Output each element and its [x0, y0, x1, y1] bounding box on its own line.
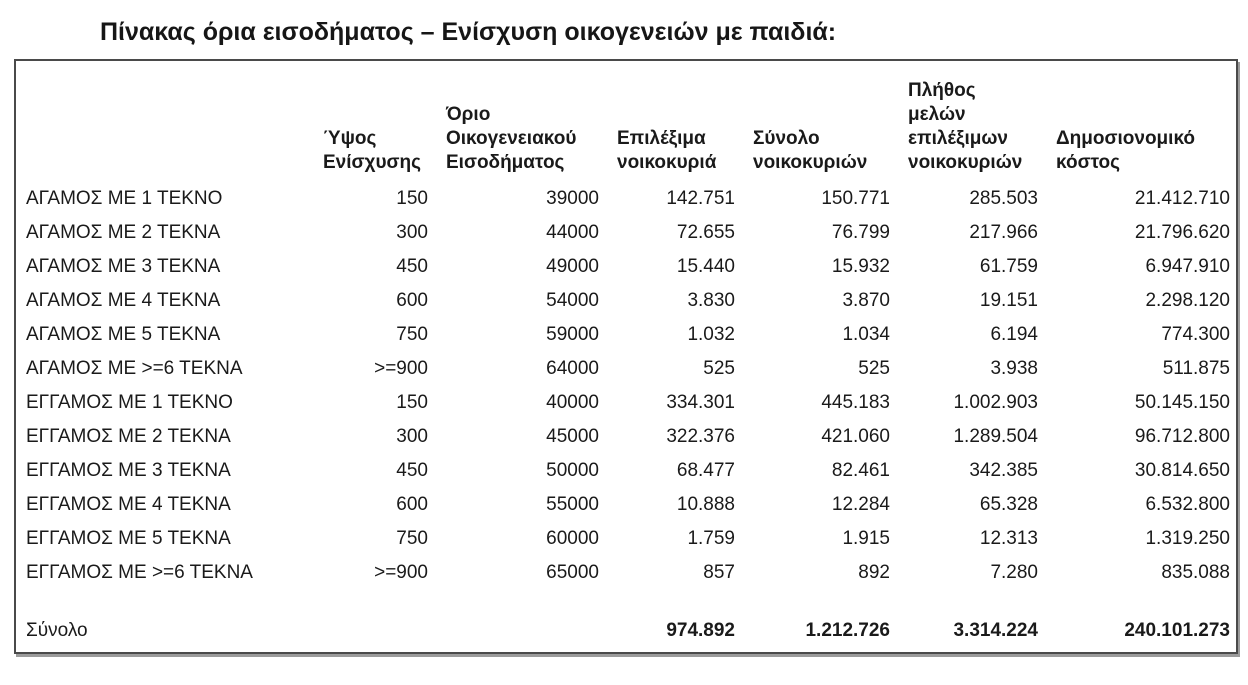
table-row: [16, 182, 1236, 216]
value-cell: >=900: [374, 358, 428, 379]
value-cell: 892: [858, 562, 890, 583]
income-limits-table: [16, 61, 1236, 652]
value-cell: 750: [396, 528, 428, 549]
value-cell: 600: [396, 494, 428, 515]
header-eligible-households: Επιλέξιμα νοικοκυριά: [617, 128, 717, 173]
value-cell: 857: [703, 562, 735, 583]
row-label: ΕΓΓΑΜΟΣ ΜΕ 1 ΤΕΚΝΟ: [26, 392, 233, 413]
header-family-income-limit: Όριο Οικογενειακού Εισοδήματος: [446, 104, 577, 173]
value-cell: 525: [703, 358, 735, 379]
total-total-households: 1.212.726: [805, 620, 890, 641]
value-cell: 30.814.650: [1134, 460, 1230, 481]
value-cell: 1.002.903: [953, 392, 1038, 413]
value-cell: 7.280: [990, 562, 1038, 583]
table-row: [16, 250, 1236, 284]
value-cell: 21.796.620: [1134, 222, 1230, 243]
income-table-container: [14, 59, 1238, 654]
value-cell: 6.194: [990, 324, 1038, 345]
header-aid-amount: Ύψος Ενίσχυσης: [323, 128, 421, 173]
total-row: [16, 590, 1236, 652]
total-aid-amount: [305, 590, 428, 652]
table-row: [16, 454, 1236, 488]
page-title: Πίνακας όρια εισοδήματος – Ενίσχυση οικογενειών με παιδιά:: [100, 18, 837, 46]
value-cell: 835.088: [1161, 562, 1230, 583]
value-cell: 68.477: [676, 460, 735, 481]
value-cell: 40000: [546, 392, 599, 413]
value-cell: 1.915: [842, 528, 890, 549]
total-label: Σύνολο: [26, 620, 88, 641]
value-cell: 10.888: [676, 494, 735, 515]
value-cell: 82.461: [831, 460, 890, 481]
value-cell: 65000: [546, 562, 599, 583]
row-label: ΑΓΑΜΟΣ ΜΕ 1 ΤΕΚΝΟ: [26, 188, 223, 209]
value-cell: 15.440: [676, 256, 735, 277]
value-cell: 64000: [546, 358, 599, 379]
value-cell: 150.771: [821, 188, 890, 209]
row-label: ΕΓΓΑΜΟΣ ΜΕ 4 ΤΕΚΝΑ: [26, 494, 231, 515]
value-cell: 12.313: [979, 528, 1038, 549]
value-cell: 1.759: [687, 528, 735, 549]
value-cell: 49000: [546, 256, 599, 277]
table-row: [16, 352, 1236, 386]
total-eligible-household-members: 3.314.224: [953, 620, 1038, 641]
table-row: [16, 522, 1236, 556]
value-cell: 1.289.504: [953, 426, 1038, 447]
value-cell: 142.751: [666, 188, 735, 209]
row-label: ΕΓΓΑΜΟΣ ΜΕ 5 ΤΕΚΝΑ: [26, 528, 231, 549]
table-body: [16, 182, 1236, 590]
header-row: [16, 61, 1236, 182]
row-label: ΑΓΑΜΟΣ ΜΕ >=6 ΤΕΚΝΑ: [26, 358, 243, 379]
total-family-income-limit: [428, 590, 599, 652]
header-eligible-household-members: Πλήθος μελών επιλέξιμων νοικοκυριών: [908, 80, 1023, 173]
value-cell: 450: [396, 460, 428, 481]
value-cell: 50000: [546, 460, 599, 481]
value-cell: 45000: [546, 426, 599, 447]
value-cell: 1.034: [842, 324, 890, 345]
row-label: ΕΓΓΑΜΟΣ ΜΕ 3 ΤΕΚΝΑ: [26, 460, 231, 481]
value-cell: 50.145.150: [1134, 392, 1230, 413]
value-cell: 1.319.250: [1145, 528, 1230, 549]
value-cell: 3.830: [687, 290, 735, 311]
value-cell: >=900: [374, 562, 428, 583]
value-cell: 450: [396, 256, 428, 277]
header-fiscal-cost: Δημοσιονομικό κόστος: [1056, 128, 1196, 173]
value-cell: 72.655: [676, 222, 735, 243]
value-cell: 61.759: [979, 256, 1038, 277]
total-fiscal-cost: 240.101.273: [1124, 620, 1230, 641]
value-cell: 445.183: [821, 392, 890, 413]
header-category: [16, 61, 305, 182]
value-cell: 285.503: [969, 188, 1038, 209]
value-cell: 19.151: [979, 290, 1038, 311]
value-cell: 342.385: [969, 460, 1038, 481]
value-cell: 322.376: [666, 426, 735, 447]
value-cell: 334.301: [666, 392, 735, 413]
row-label: ΑΓΑΜΟΣ ΜΕ 3 ΤΕΚΝΑ: [26, 256, 221, 277]
value-cell: 300: [396, 222, 428, 243]
value-cell: 6.947.910: [1145, 256, 1230, 277]
row-label: ΕΓΓΑΜΟΣ ΜΕ >=6 ΤΕΚΝΑ: [26, 562, 253, 583]
value-cell: 421.060: [821, 426, 890, 447]
value-cell: 300: [396, 426, 428, 447]
row-label: ΑΓΑΜΟΣ ΜΕ 5 ΤΕΚΝΑ: [26, 324, 221, 345]
value-cell: 55000: [546, 494, 599, 515]
table-row: [16, 488, 1236, 522]
value-cell: 600: [396, 290, 428, 311]
value-cell: 76.799: [831, 222, 890, 243]
total-eligible-households: 974.892: [666, 620, 735, 641]
value-cell: 3.938: [990, 358, 1038, 379]
value-cell: 15.932: [831, 256, 890, 277]
row-label: ΕΓΓΑΜΟΣ ΜΕ 2 ΤΕΚΝΑ: [26, 426, 231, 447]
value-cell: 774.300: [1161, 324, 1230, 345]
row-label: ΑΓΑΜΟΣ ΜΕ 2 ΤΕΚΝΑ: [26, 222, 221, 243]
value-cell: 3.870: [842, 290, 890, 311]
value-cell: 511.875: [1162, 358, 1230, 379]
header-total-households: Σύνολο νοικοκυριών: [753, 128, 868, 173]
row-label: ΑΓΑΜΟΣ ΜΕ 4 ΤΕΚΝΑ: [26, 290, 221, 311]
value-cell: 750: [396, 324, 428, 345]
value-cell: 65.328: [979, 494, 1038, 515]
value-cell: 12.284: [831, 494, 890, 515]
table-row: [16, 556, 1236, 590]
value-cell: 44000: [546, 222, 599, 243]
value-cell: 59000: [546, 324, 599, 345]
table-row: [16, 284, 1236, 318]
page: [0, 17, 1248, 654]
value-cell: 96.712.800: [1134, 426, 1230, 447]
value-cell: 1.032: [687, 324, 735, 345]
value-cell: 39000: [546, 188, 599, 209]
value-cell: 60000: [546, 528, 599, 549]
value-cell: 21.412.710: [1134, 188, 1230, 209]
table-row: [16, 386, 1236, 420]
table-row: [16, 216, 1236, 250]
value-cell: 217.966: [969, 222, 1038, 243]
table-row: [16, 420, 1236, 454]
table-row: [16, 318, 1236, 352]
value-cell: 150: [396, 188, 428, 209]
value-cell: 150: [396, 392, 428, 413]
value-cell: 525: [858, 358, 890, 379]
value-cell: 54000: [546, 290, 599, 311]
value-cell: 6.532.800: [1145, 494, 1230, 515]
value-cell: 2.298.120: [1145, 290, 1230, 311]
